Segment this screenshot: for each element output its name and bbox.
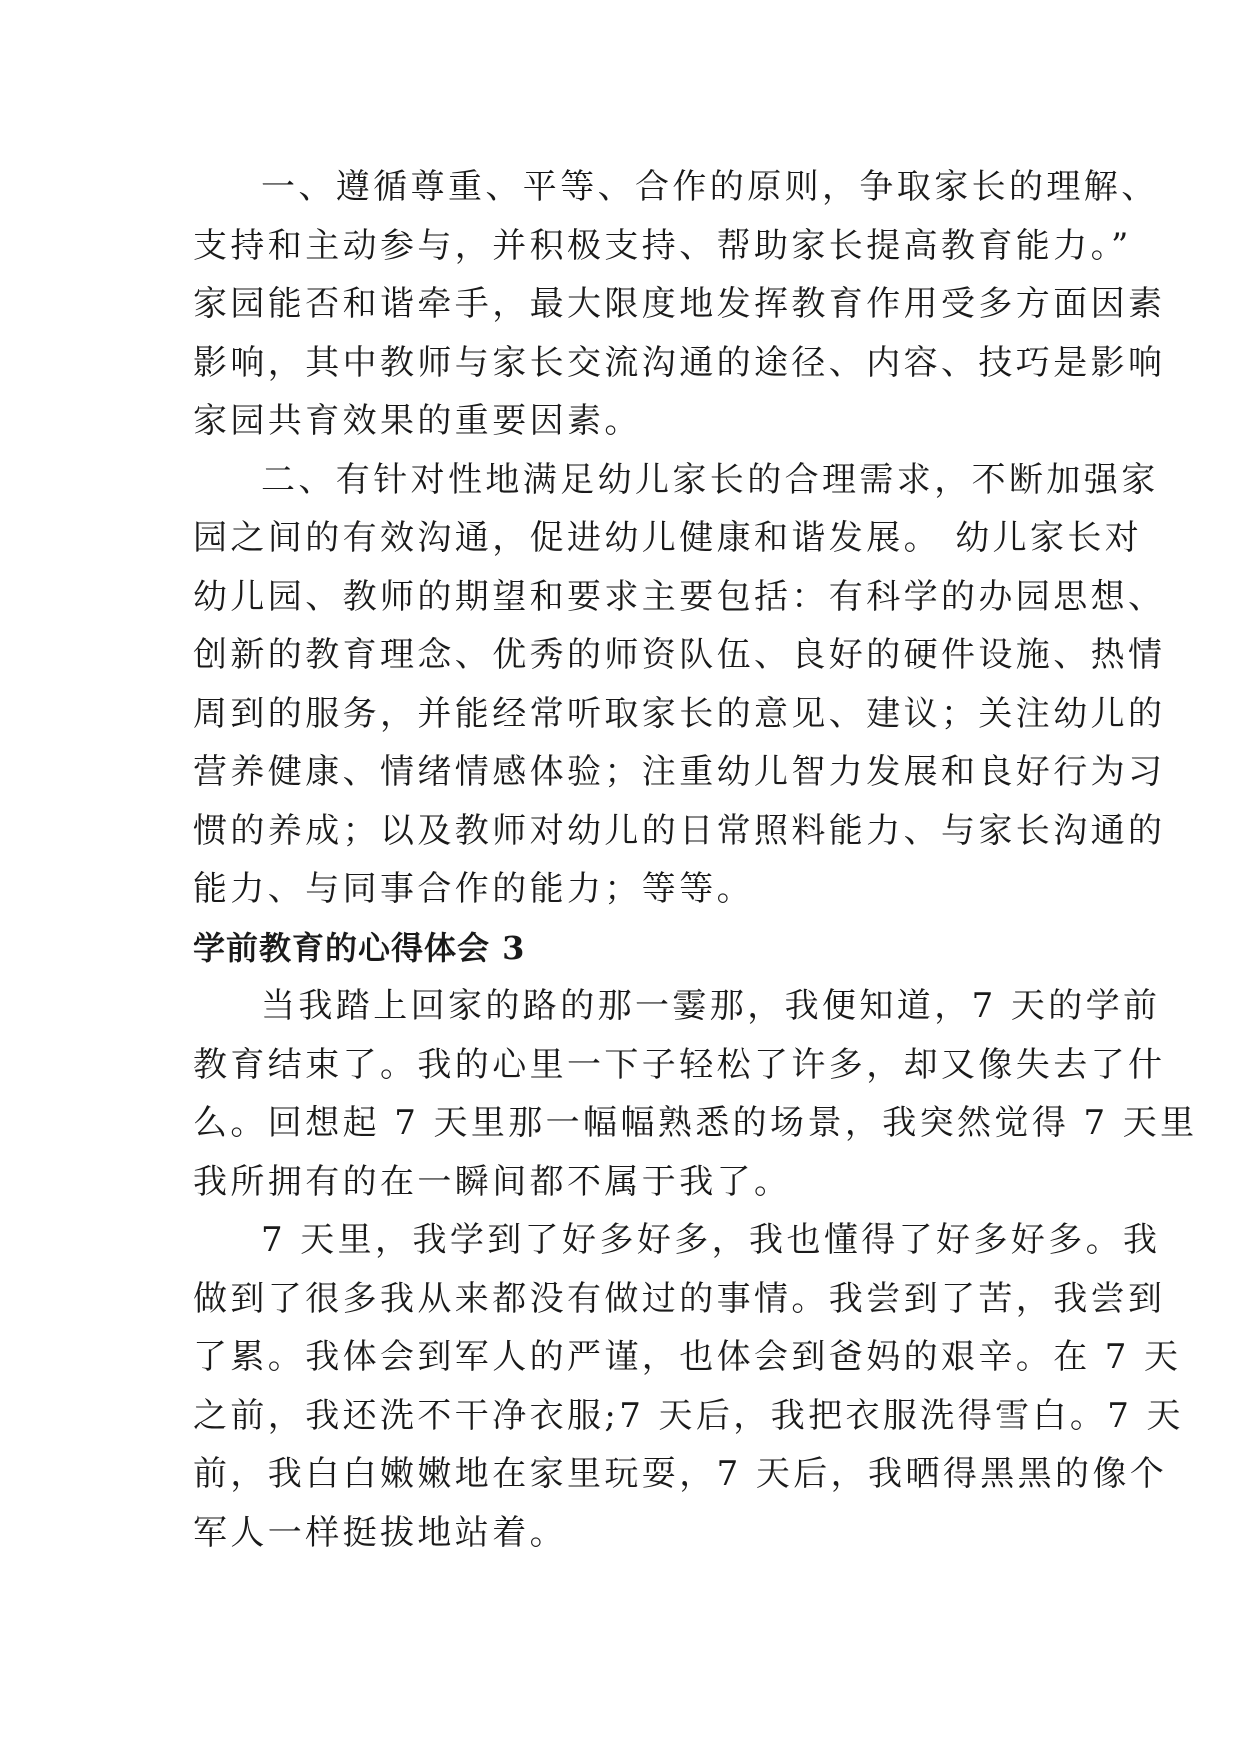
text-line: 能力、与同事合作的能力；等等。: [193, 869, 754, 909]
document-page: [193, 158, 1198, 1562]
paragraph-principle-2: [193, 451, 1166, 919]
text-line: 了累。我体会到军人的严谨，也体会到爸妈的艰辛。在 7 天: [193, 1337, 1182, 1377]
text-line: 前，我白白嫩嫩地在家里玩耍，7 天后，我晒得黑黑的像个: [193, 1454, 1168, 1494]
text-line: 做到了很多我从来都没有做过的事情。我尝到了苦，我尝到: [193, 1278, 1166, 1319]
text-line: 军人一样挺拔地站着。: [193, 1512, 567, 1553]
section-title: 学前教育的心得体会 3: [193, 928, 526, 967]
text-line: 周到的服务，并能经常听取家长的意见、建议；关注幼儿的: [193, 693, 1166, 734]
paragraph-reflection-1: [193, 977, 1198, 1211]
text-line: 教育结束了。我的心里一下子轻松了许多，却又像失去了什: [193, 1044, 1166, 1085]
text-line: 一、遵循尊重、平等、合作的原则，争取家长的理解、: [261, 167, 1159, 207]
text-line: 之前，我还洗不干净衣服;7 天后，我把衣服洗得雪白。7 天: [193, 1395, 1184, 1436]
text-line: 营养健康、情绪情感体验；注重幼儿智力发展和良好行为习: [193, 752, 1166, 792]
paragraph-reflection-2: [193, 1211, 1184, 1562]
text-line: 我所拥有的在一瞬间都不属于我了。: [193, 1161, 792, 1202]
text-line: 支持和主动参与，并积极支持、帮助家长提高教育能力。”: [193, 225, 1132, 266]
text-line: 么。回想起 7 天里那一幅幅熟悉的场景，我突然觉得 7 天里: [193, 1103, 1198, 1143]
text-line: 幼儿园、教师的期望和要求主要包括：有科学的办园思想、: [193, 576, 1166, 617]
text-line: 惯的养成；以及教师对幼儿的日常照料能力、与家长沟通的: [193, 810, 1166, 851]
text-line: 创新的教育理念、优秀的师资队伍、良好的硬件设施、热情: [193, 635, 1166, 675]
text-line: 影响，其中教师与家长交流沟通的途径、内容、技巧是影响: [193, 342, 1166, 383]
text-line: 家园共育效果的重要因素。: [193, 401, 642, 441]
text-line: 当我踏上回家的路的那一霎那，我便知道，7 天的学前: [261, 986, 1161, 1026]
paragraph-principle-1: [193, 158, 1166, 451]
text-line: 二、有针对性地满足幼儿家长的合理需求，不断加强家: [261, 459, 1159, 500]
text-line: 7 天里，我学到了好多好多，我也懂得了好多好多。我: [261, 1220, 1161, 1260]
text-line: 园之间的有效沟通，促进幼儿健康和谐发展。 幼儿家长对: [193, 518, 1143, 558]
text-line: 家园能否和谐牵手，最大限度地发挥教育作用受多方面因素: [193, 284, 1166, 324]
